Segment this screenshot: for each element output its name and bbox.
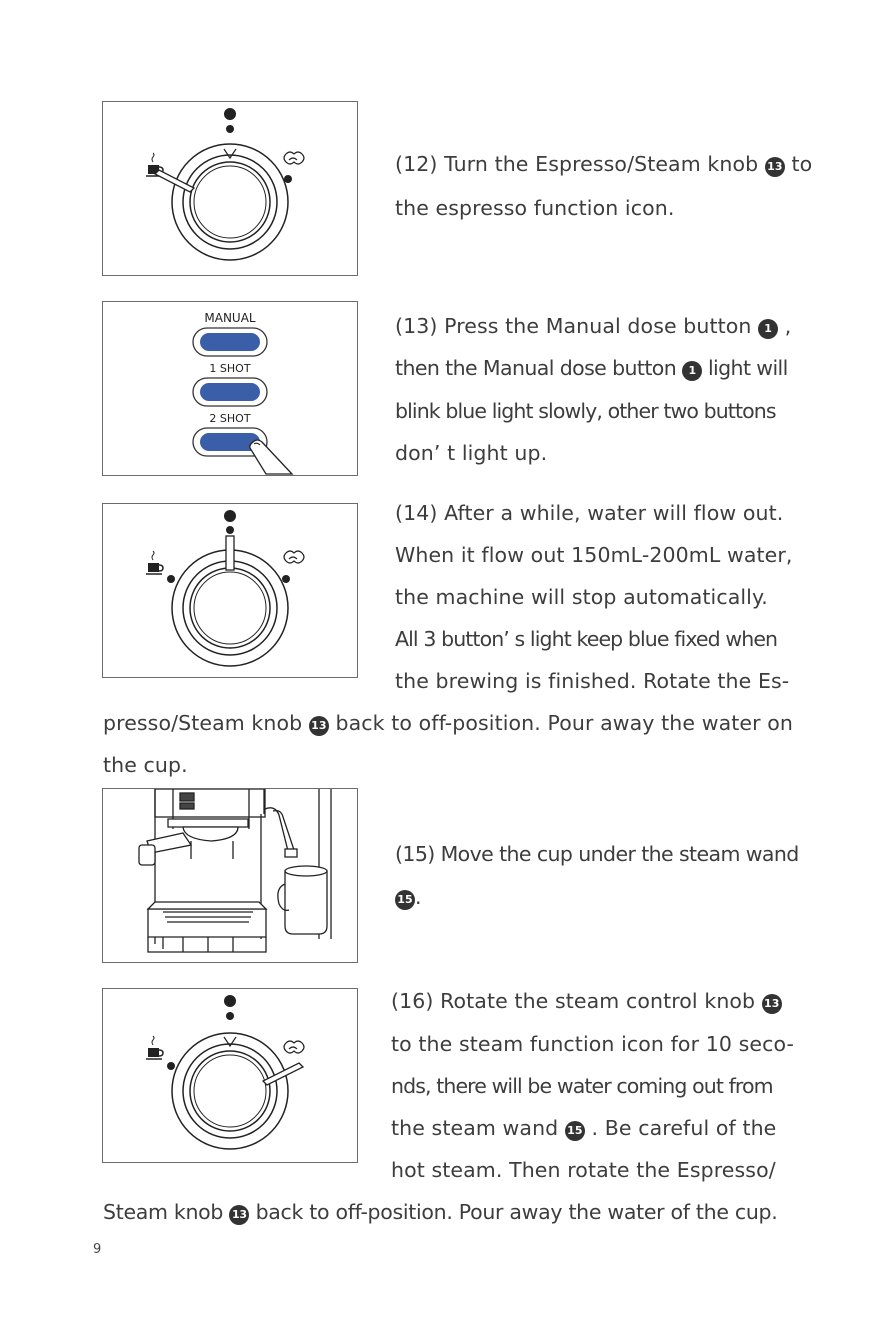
step-14-line-7 [103, 753, 188, 777]
text: When it flow out 150mL-200mL water, [395, 543, 793, 567]
step-14-line-6 [103, 711, 793, 736]
text: blink blue light slowly, other two buttons [395, 399, 776, 423]
step-14-line-5 [395, 669, 789, 693]
callout-number: 15 [565, 1121, 585, 1141]
step-14-line-2 [395, 543, 792, 567]
step-16-line-2 [391, 1032, 794, 1056]
text: light will [702, 356, 788, 380]
manual-label: MANUAL [204, 311, 256, 325]
step-13-line-3 [395, 399, 776, 423]
callout-number: 1 [682, 361, 702, 381]
text: to the steam function icon for 10 seco- [391, 1032, 794, 1056]
text: to [784, 152, 813, 176]
steam-icon [284, 152, 304, 164]
text: back to off-position. Pour away the water of the cup. [249, 1200, 778, 1224]
step-16-line-4 [391, 1116, 776, 1141]
finger-press-icon [250, 440, 292, 474]
text: (12) Turn the Espresso/Steam knob [395, 152, 765, 176]
dose-buttons-figure [102, 301, 358, 476]
step-16-line-6 [103, 1200, 777, 1225]
step-13-line-2 [395, 356, 788, 381]
step-13-line-4 [395, 441, 547, 465]
callout-number: 15 [395, 890, 415, 910]
callout-number: 13 [229, 1205, 249, 1225]
text: then the Manual dose button [395, 356, 683, 380]
two-shot-label: 2 SHOT [209, 412, 251, 425]
steam-icon [284, 1041, 304, 1053]
step-15-line-2 [395, 885, 422, 910]
knob-steam-figure [102, 988, 358, 1163]
coffee-cup-icon [146, 1036, 163, 1059]
callout-number: 13 [309, 716, 329, 736]
step-12-line-1 [395, 152, 812, 177]
step-12-line-2 [395, 196, 674, 220]
text: hot steam. Then rotate the Espresso/ [391, 1158, 776, 1182]
callout-number: 1 [758, 319, 778, 339]
text: All 3 button’ s light keep blue fixed when [395, 627, 778, 651]
callout-number: 13 [762, 994, 782, 1014]
page-number: 9 [93, 1242, 102, 1257]
text: , [778, 314, 792, 338]
text: the cup. [103, 753, 188, 777]
step-16-line-1 [391, 989, 782, 1014]
step-14-line-3 [395, 585, 768, 609]
text: Steam knob [103, 1200, 230, 1224]
step-14-line-4 [395, 627, 777, 651]
text: (14) After a while, water will flow out. [395, 501, 784, 525]
text: (16) Rotate the steam control knob [391, 989, 762, 1013]
one-shot-label: 1 SHOT [209, 362, 251, 375]
step-13-line-1 [395, 314, 791, 339]
text: (15) Move the cup under the steam wand [395, 842, 799, 866]
text: the machine will stop automatically. [395, 585, 768, 609]
text: . [415, 885, 422, 909]
machine-steam-wand-figure [102, 788, 358, 963]
text: back to off-position. Pour away the water on [328, 711, 793, 735]
knob-espresso-figure [102, 101, 358, 276]
text: don’ t light up. [395, 441, 548, 465]
callout-number: 13 [765, 157, 785, 177]
step-16-line-3 [391, 1074, 773, 1098]
text: the espresso function icon. [395, 196, 675, 220]
text: presso/Steam knob [103, 711, 309, 735]
step-15-line-1 [395, 842, 799, 866]
step-16-line-5 [391, 1158, 776, 1182]
text: the brewing is finished. Rotate the Es- [395, 669, 790, 693]
knob-off-figure [102, 503, 358, 678]
step-14-line-1 [395, 501, 783, 525]
steam-icon [284, 551, 304, 563]
coffee-cup-icon [146, 551, 163, 574]
text: (13) Press the Manual dose button [395, 314, 759, 338]
text: the steam wand [391, 1116, 565, 1140]
text: . Be careful of the [584, 1116, 777, 1140]
text: nds, there will be water coming out from [391, 1074, 773, 1098]
